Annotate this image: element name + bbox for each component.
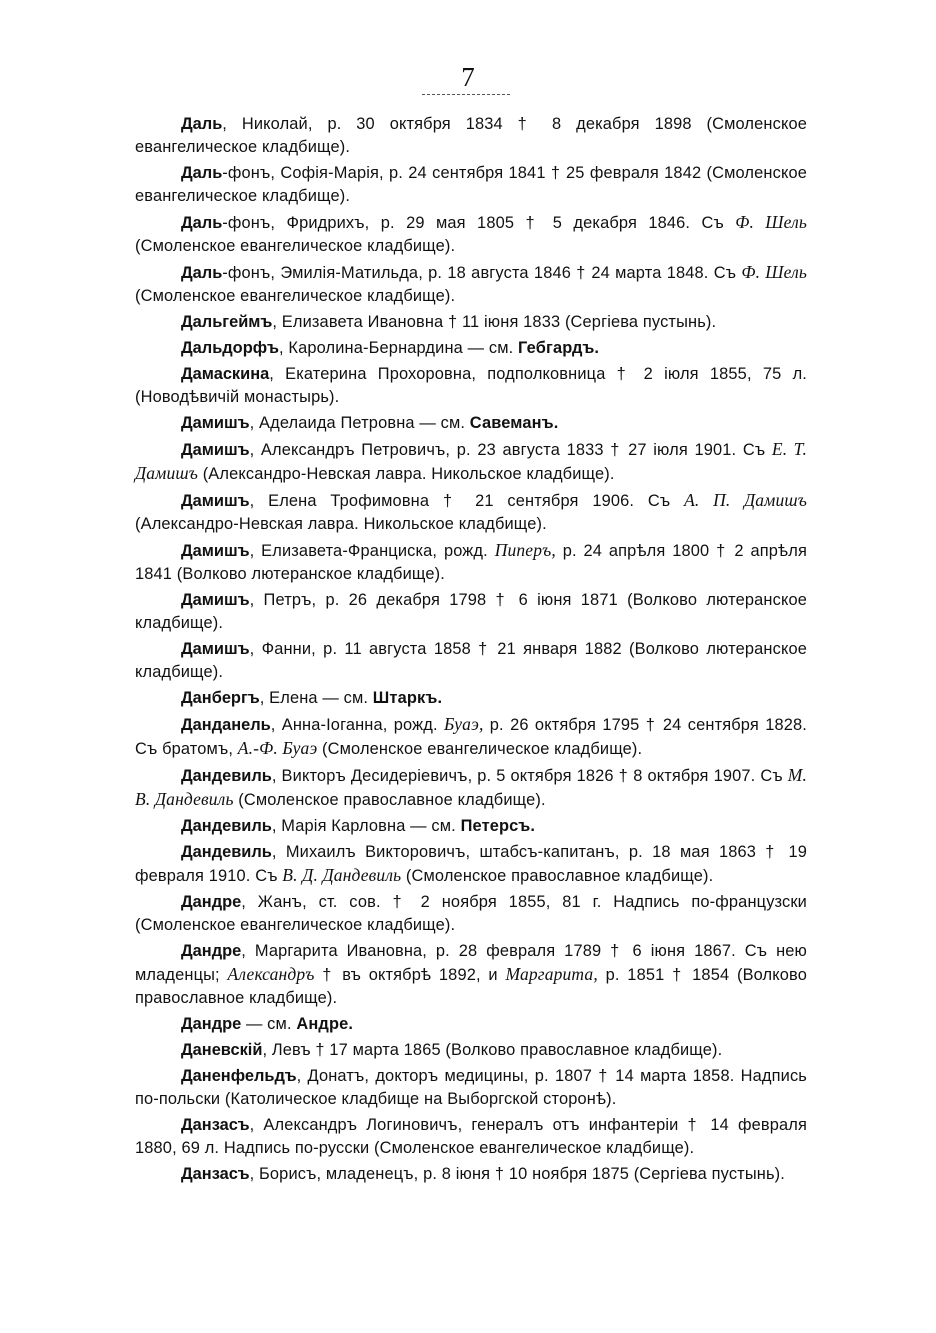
entry-text: (Александро-Невская лавра. Никольское кладбище). [198,465,615,483]
entry-surname: Даневскій [181,1041,263,1059]
entry-text: р. 1851 † 1854 (Волково православное кладбище). [135,966,807,1007]
register-entry [135,815,807,838]
register-entry [135,337,807,360]
register-entry [135,1013,807,1036]
entry-surname: Данбергъ [181,689,260,707]
entry-surname: Дамаскина [181,365,270,383]
entry-surname: Даль [181,264,223,282]
entry-surname: Дандре [181,893,242,911]
entry-surname: Дамишъ [181,492,250,510]
entry-cross-reference: Петерсъ. [460,817,536,835]
entry-surname: Даненфельдъ [181,1067,297,1085]
entry-text: , Елизавета-Франциска, рожд. [249,542,495,560]
entry-surname: Дамишъ [181,591,250,609]
register-entry [135,489,807,536]
entry-list [135,113,807,1189]
entry-text: р. 26 октября 1795 † 24 сентября 1828. Съ братомъ, [135,716,807,758]
entry-italic-name: Е. Т. Дамишъ [135,439,807,483]
entry-text: -фонъ, Софія-Марія, р. 24 сентября 1841 † 25 февраля 1842 (Смоленское евангелическое кладбище). [135,164,807,205]
entry-italic-name: Пиперъ, [494,540,556,560]
entry-text: р. 24 апрѣля 1800 † 2 апрѣля 1841 (Волково лютеранское кладбище). [135,542,807,583]
entry-text: -фонъ, Эмилія-Матильда, р. 18 августа 1846 † 24 марта 1848. Съ [222,264,742,282]
entry-text: (Смоленское евангелическое кладбище). [135,237,456,255]
register-entry [135,1065,807,1111]
register-entry [135,764,807,812]
entry-text: , Фанни, р. 11 августа 1858 † 21 января 1882 (Волково лютеранское кладбище). [135,640,807,681]
register-entry [135,841,807,888]
entry-text: , Борисъ, младенецъ, р. 8 іюня † 10 ноября 1875 (Сергіева пустынь). [249,1165,785,1183]
register-entry [135,891,807,937]
entry-text: , Петръ, р. 26 декабря 1798 † 6 іюня 1871 (Волково лютеранское кладбище). [135,591,807,632]
entry-italic-name: Маргарита, [505,964,598,984]
entry-surname: Дамишъ [181,640,250,658]
entry-text: , Николай, р. 30 октября 1834 † 8 декабря 1898 (Смоленское евангелическое кладбище). [135,115,807,156]
entry-italic-name: Александръ [227,964,315,984]
entry-text: , Елена — см. [259,689,373,707]
register-entry [135,940,807,1010]
entry-text: , Елена Трофимовна † 21 сентября 1906. Съ [249,492,685,510]
register-entry [135,687,807,710]
register-entry [135,589,807,635]
register-entry [135,311,807,334]
entry-italic-name: А.-Ф. Буаэ [237,738,318,758]
entry-surname: Даль [181,115,223,133]
entry-text: , Аделаида Петровна — см. [249,414,470,432]
entry-text: , Анна-Іоганна, рожд. [270,716,444,734]
register-entry [135,1114,807,1160]
entry-surname: Дамишъ [181,542,250,560]
entry-text: -фонъ, Фридрихъ, р. 29 мая 1805 † 5 декабря 1846. Съ [222,214,736,232]
entry-text: , Каролина-Бернардина — см. [279,339,519,357]
entry-italic-name: А. П. Дамишъ [684,490,807,510]
register-entry [135,211,807,258]
entry-text: , Жанъ, ст. сов. † 2 ноября 1855, 81 г. Надпись по-французски (Смоленское евангелическое кладбище). [135,893,807,934]
entry-surname: Данзасъ [181,1116,250,1134]
entry-italic-name: М. В. Дандевиль [135,765,807,809]
entry-surname: Дамишъ [181,414,250,432]
entry-cross-reference: Савеманъ. [469,414,559,432]
entry-text: , Левъ † 17 марта 1865 (Волково православное кладбище). [262,1041,723,1059]
entry-text: (Смоленское православное кладбище). [233,791,546,809]
entry-text: , Александръ Петровичъ, р. 23 августа 1833 † 27 іюля 1901. Съ [249,441,772,459]
page-number-rule [422,94,510,95]
entry-surname: Даль [181,214,223,232]
register-entry [135,162,807,208]
entry-surname: Даль [181,164,223,182]
entry-text: , Викторъ Десидеріевичъ, р. 5 октября 1826 † 8 октября 1907. Съ [271,767,788,785]
entry-surname: Дальгеймъ [181,313,273,331]
register-entry [135,438,807,486]
entry-text: † въ октябрѣ 1892, и [314,966,506,984]
register-entry [135,638,807,684]
register-entry [135,539,807,586]
entry-surname: Данданель [181,716,271,734]
entry-surname: Данзасъ [181,1165,250,1183]
entry-surname: Дандевиль [181,817,272,835]
entry-surname: Дальдорфъ [181,339,279,357]
entry-text: (Смоленское евангелическое кладбище). [135,287,456,305]
register-entry [135,1163,807,1186]
entry-text: , Донатъ, докторъ медицины, р. 1807 † 14 марта 1858. Надпись по-польски (Католическое кладбище на Выборгской сторонѣ). [135,1067,807,1108]
entry-text: (Александро-Невская лавра. Никольское кладбище). [135,515,547,533]
entry-cross-reference: Андре. [296,1015,354,1033]
entry-text: (Смоленское православное кладбище). [401,867,714,885]
entry-italic-name: В. Д. Дандевиль [282,865,402,885]
entry-text: , Маргарита Ивановна, р. 28 февраля 1789 † 6 іюня 1867. Съ нею младенцы; [135,942,807,984]
entry-text: (Смоленское евангелическое кладбище). [317,740,643,758]
register-entry [135,713,807,761]
register-entry [135,363,807,409]
entry-text: , Александръ Логиновичъ, генералъ отъ инфантеріи † 14 февраля 1880, 69 л. Надпись по-русски (Смоленское евангелическое кладбище). [135,1116,807,1157]
entry-surname: Дандевиль [181,843,272,861]
entry-surname: Дандре [181,942,242,960]
entry-italic-name: Ф. Шель [735,212,807,232]
register-entry [135,412,807,435]
entry-cross-reference: Штаркъ. [372,689,443,707]
entry-text: , Михаилъ Викторовичъ, штабсъ-капитанъ, р. 18 мая 1863 † 19 февраля 1910. Съ [135,843,807,885]
entry-italic-name: Буаэ, [444,714,484,734]
entry-text: , Екатерина Прохоровна, подполковница † 2 іюля 1855, 75 л. (Новодѣвичій монастырь). [135,365,807,406]
register-entry [135,113,807,159]
entry-cross-reference: Гебгардъ. [518,339,600,357]
entry-text: , Елизавета Ивановна † 11 іюня 1833 (Сергіева пустынь). [272,313,717,331]
entry-surname: Дандре [181,1015,242,1033]
entry-italic-name: Ф. Шель [741,262,807,282]
entry-surname: Дамишъ [181,441,250,459]
entry-surname: Дандевиль [181,767,272,785]
entry-text: , Марія Карловна — см. [271,817,461,835]
register-entry [135,261,807,308]
entry-text: — см. [241,1015,297,1033]
register-entry [135,1039,807,1062]
page-number: 7 [461,62,475,92]
